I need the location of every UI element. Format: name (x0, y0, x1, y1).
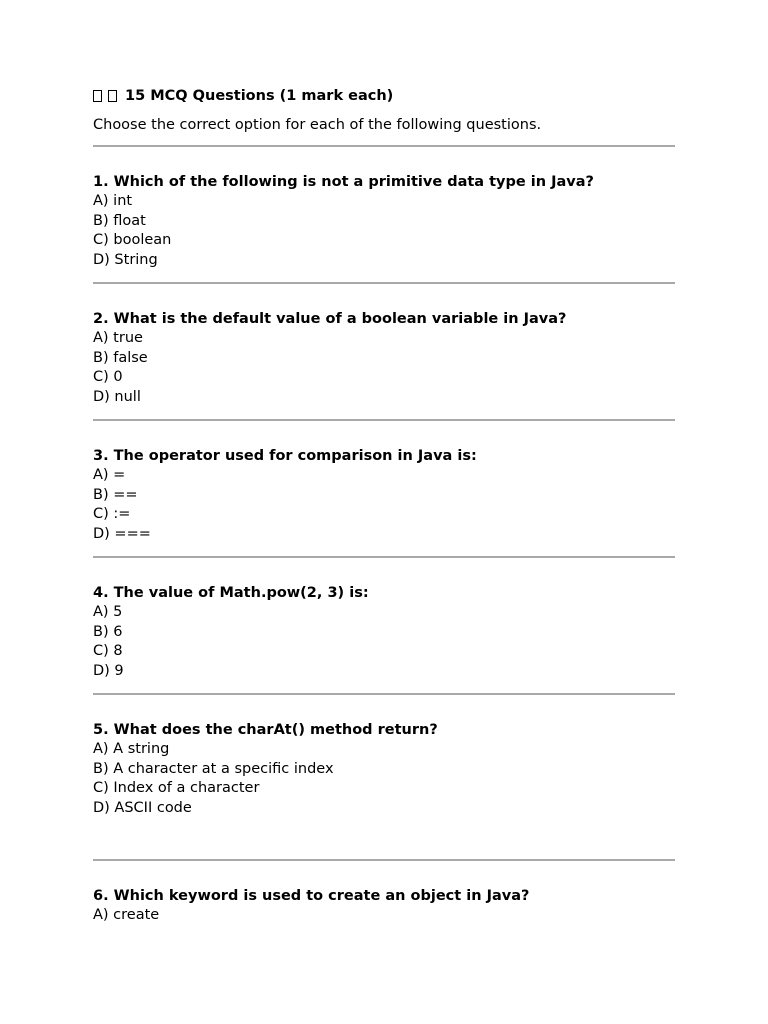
option-c: C) := (93, 506, 131, 522)
section-heading-text: 15 MCQ Questions (1 mark each) (125, 88, 394, 104)
question-text: 3. The operator used for comparison in Java is: (93, 448, 477, 464)
question-block (93, 284, 675, 419)
option-d: D) 9 (93, 662, 124, 679)
question-block (93, 558, 675, 693)
option-c: C) Index of a character (93, 780, 260, 796)
question-block (93, 861, 675, 938)
instructions-text: Choose the correct option for each of the following questions. (93, 117, 542, 133)
document-page (93, 85, 675, 938)
option-d: D) null (93, 388, 141, 405)
option-b: B) == (93, 486, 138, 503)
option-a: A) 5 (93, 604, 123, 620)
question-block (93, 695, 675, 859)
option-a: A) = (93, 467, 126, 483)
option-a: A) create (93, 907, 160, 923)
option-c: C) 0 (93, 369, 123, 385)
option-b: B) A character at a specific index (93, 760, 334, 777)
question-text: 2. What is the default value of a boolean variable in Java? (93, 311, 567, 327)
option-b: B) 6 (93, 623, 123, 640)
option-d: D) === (93, 525, 151, 542)
option-c: C) boolean (93, 232, 172, 248)
option-d: D) ASCII code (93, 799, 192, 816)
question-block (93, 147, 675, 282)
missing-glyph-icon (93, 90, 102, 102)
option-a: A) int (93, 193, 133, 209)
option-d: D) String (93, 251, 158, 268)
question-text: 5. What does the charAt() method return? (93, 722, 438, 738)
question-text: 4. The value of Math.pow(2, 3) is: (93, 585, 369, 601)
option-c: C) 8 (93, 643, 123, 659)
question-text: 1. Which of the following is not a primitive data type in Java? (93, 174, 594, 190)
question-block (93, 421, 675, 556)
option-a: A) A string (93, 741, 170, 757)
missing-glyph-icon (108, 90, 117, 102)
option-b: B) false (93, 349, 148, 366)
option-a: A) true (93, 330, 143, 346)
option-b: B) float (93, 212, 146, 229)
question-text: 6. Which keyword is used to create an object in Java? (93, 888, 530, 904)
section-heading (93, 85, 675, 107)
